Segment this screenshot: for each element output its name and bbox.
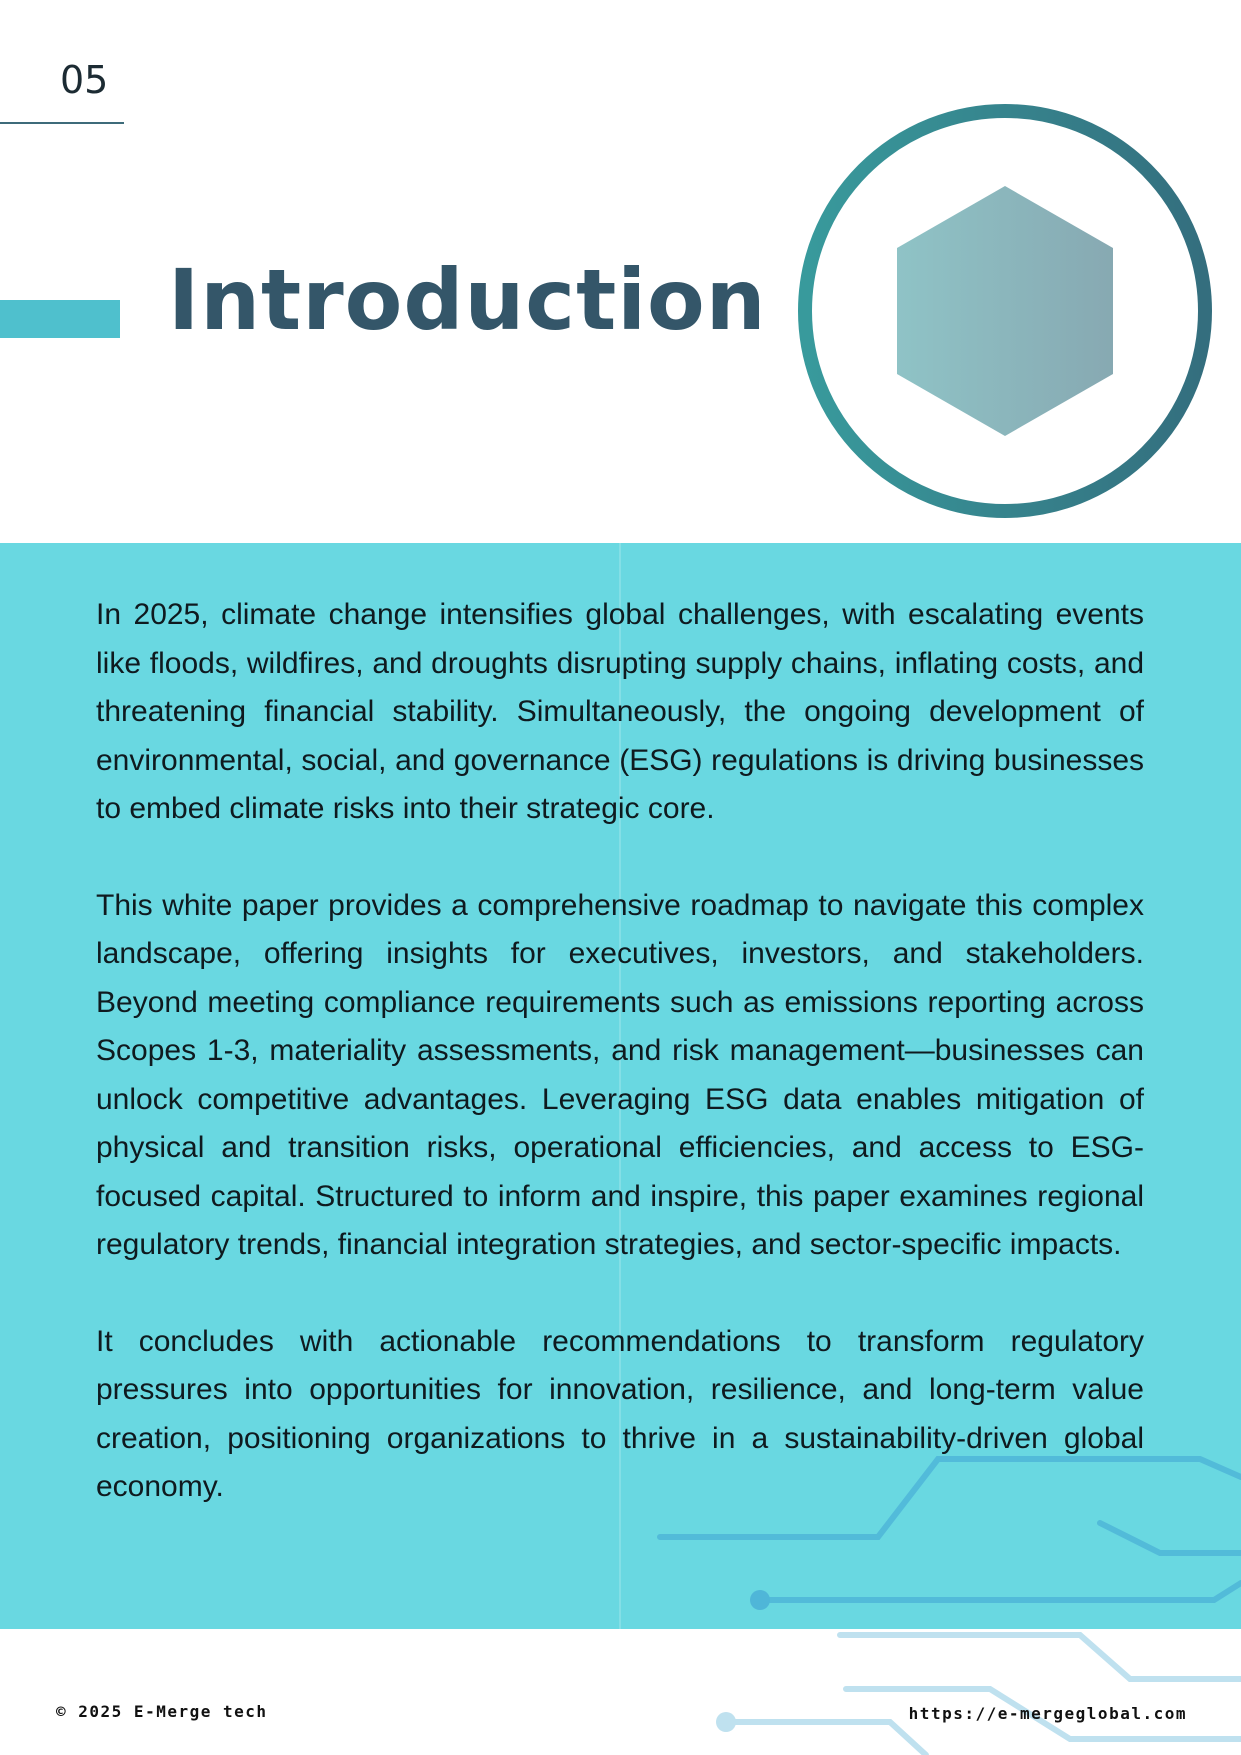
footer-copyright: © 2025 E-Merge tech xyxy=(56,1702,268,1721)
hexagon-in-circle-icon xyxy=(796,102,1214,520)
paragraph-3: It concludes with actionable recommendations to transform regulatory pressures into opportunities for innovation, resilience, and long-term value creation, positioning organizations to thrive in a sustainability-driven global economy. xyxy=(96,1324,1144,1503)
emblem-hexagon xyxy=(897,186,1113,436)
title-accent-bar xyxy=(0,300,120,338)
body-text xyxy=(96,591,1144,1560)
page-number: 05 xyxy=(60,58,109,102)
circuit-lines-icon xyxy=(0,1629,1241,1755)
page-title: Introduction xyxy=(168,251,767,349)
footer-url[interactable]: https://e-mergeglobal.com xyxy=(908,1704,1187,1723)
paragraph-1: In 2025, climate change intensifies global challenges, with escalating events like floods, wildfires, and droughts disrupting supply chains, inflating costs, and threatening financial stability. Simultaneously, the ongoing development of environmental, social, and governance (ESG) regulations is driving businesses to embed climate risks into their strategic core. xyxy=(96,598,1144,825)
page-number-rule xyxy=(0,122,124,124)
content-panel xyxy=(0,543,1241,1629)
paragraph-2: This white paper provides a comprehensive roadmap to navigate this complex landscape, offering insights for executives, investors, and stakeholders. Beyond meeting compliance requirements such as emissions reporting across Scopes 1-3, materiality assessments, and risk management—businesses can unlock competitive advantages. Leveraging ESG data enables mitigation of physical and transition risks, operational efficiencies, and access to ESG-focused capital. Structured to inform and inspire, this paper examines regional regulatory trends, financial integration strategies, and sector-specific impacts. xyxy=(96,888,1144,1261)
